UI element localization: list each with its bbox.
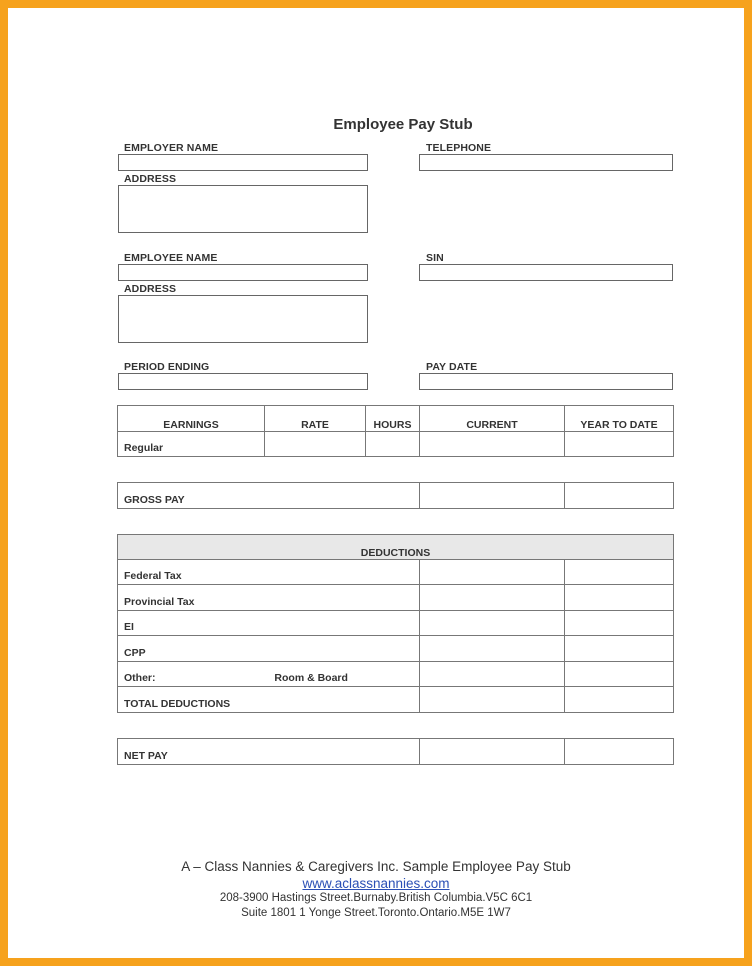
regular-hours-cell[interactable]: [366, 432, 420, 457]
period-ending-field[interactable]: [118, 373, 368, 390]
provincial-tax-current-cell[interactable]: [420, 585, 565, 611]
pay-date-label: PAY DATE: [426, 361, 478, 373]
rate-header: RATE: [265, 406, 366, 432]
website-link[interactable]: www.aclassnannies.com: [302, 876, 450, 891]
pay-date-field[interactable]: [419, 373, 673, 390]
employee-name-field[interactable]: [118, 264, 368, 281]
table-row: [118, 585, 674, 611]
gross-pay-table: [117, 482, 674, 509]
gross-pay-ytd-cell[interactable]: [565, 483, 674, 509]
period-ending-label: PERIOD ENDING: [124, 361, 210, 373]
ei-label: EI: [118, 611, 420, 636]
deductions-header-row: [118, 535, 674, 560]
regular-label: Regular: [118, 432, 265, 457]
employee-name-label: EMPLOYEE NAME: [124, 252, 218, 264]
page-title: Employee Pay Stub: [333, 116, 473, 133]
telephone-label: TELEPHONE: [426, 142, 492, 154]
ei-ytd-cell[interactable]: [565, 611, 674, 636]
net-pay-current-cell[interactable]: [420, 739, 565, 765]
federal-tax-ytd-cell[interactable]: [565, 560, 674, 585]
table-row: [118, 432, 674, 457]
employee-address-label: ADDRESS: [124, 283, 177, 295]
regular-current-cell[interactable]: [420, 432, 565, 457]
footer-address-2: Suite 1801 1 Yonge Street.Toronto.Ontario.M5E 1W7: [241, 907, 511, 919]
employer-address-label: ADDRESS: [124, 173, 177, 185]
deductions-table: [117, 534, 674, 713]
other-ytd-cell[interactable]: [565, 662, 674, 687]
table-row: [118, 739, 674, 765]
sin-label: SIN: [426, 252, 444, 264]
table-row: [118, 687, 674, 713]
hours-header: HOURS: [366, 406, 420, 432]
total-deductions-current-cell[interactable]: [420, 687, 565, 713]
ei-current-cell[interactable]: [420, 611, 565, 636]
regular-rate-cell[interactable]: [265, 432, 366, 457]
total-deductions-label: TOTAL DEDUCTIONS: [118, 687, 420, 713]
gross-pay-current-cell[interactable]: [420, 483, 565, 509]
provincial-tax-label: Provincial Tax: [118, 585, 420, 611]
federal-tax-current-cell[interactable]: [420, 560, 565, 585]
net-pay-label: NET PAY: [118, 739, 420, 765]
gross-pay-label: GROSS PAY: [118, 483, 420, 509]
other-deduction-cell: [118, 662, 420, 687]
current-header: CURRENT: [420, 406, 565, 432]
ytd-header: YEAR TO DATE: [565, 406, 674, 432]
other-label: Other:: [124, 672, 156, 684]
employer-address-field[interactable]: [118, 185, 368, 233]
table-row: [118, 560, 674, 585]
table-row: [118, 611, 674, 636]
net-pay-ytd-cell[interactable]: [565, 739, 674, 765]
provincial-tax-ytd-cell[interactable]: [565, 585, 674, 611]
cpp-ytd-cell[interactable]: [565, 636, 674, 662]
telephone-field[interactable]: [419, 154, 673, 171]
employee-address-field[interactable]: [118, 295, 368, 343]
earnings-header: EARNINGS: [118, 406, 265, 432]
federal-tax-label: Federal Tax: [118, 560, 420, 585]
room-and-board-label: Room & Board: [274, 672, 348, 684]
earnings-table: [117, 405, 674, 457]
employer-name-field[interactable]: [118, 154, 368, 171]
total-deductions-ytd-cell[interactable]: [565, 687, 674, 713]
table-row: [118, 662, 674, 687]
employer-name-label: EMPLOYER NAME: [124, 142, 219, 154]
regular-ytd-cell[interactable]: [565, 432, 674, 457]
footer-company-line: A – Class Nannies & Caregivers Inc. Sample Employee Pay Stub: [181, 859, 571, 874]
cpp-label: CPP: [118, 636, 420, 662]
cpp-current-cell[interactable]: [420, 636, 565, 662]
footer-address-1: 208-3900 Hastings Street.Burnaby.British Columbia.V5C 6C1: [219, 892, 533, 904]
sin-field[interactable]: [419, 264, 673, 281]
footer-website: [0, 876, 752, 891]
net-pay-table: [117, 738, 674, 765]
deductions-header: DEDUCTIONS: [118, 535, 674, 560]
earnings-header-row: [118, 406, 674, 432]
table-row: [118, 483, 674, 509]
other-current-cell[interactable]: [420, 662, 565, 687]
table-row: [118, 636, 674, 662]
